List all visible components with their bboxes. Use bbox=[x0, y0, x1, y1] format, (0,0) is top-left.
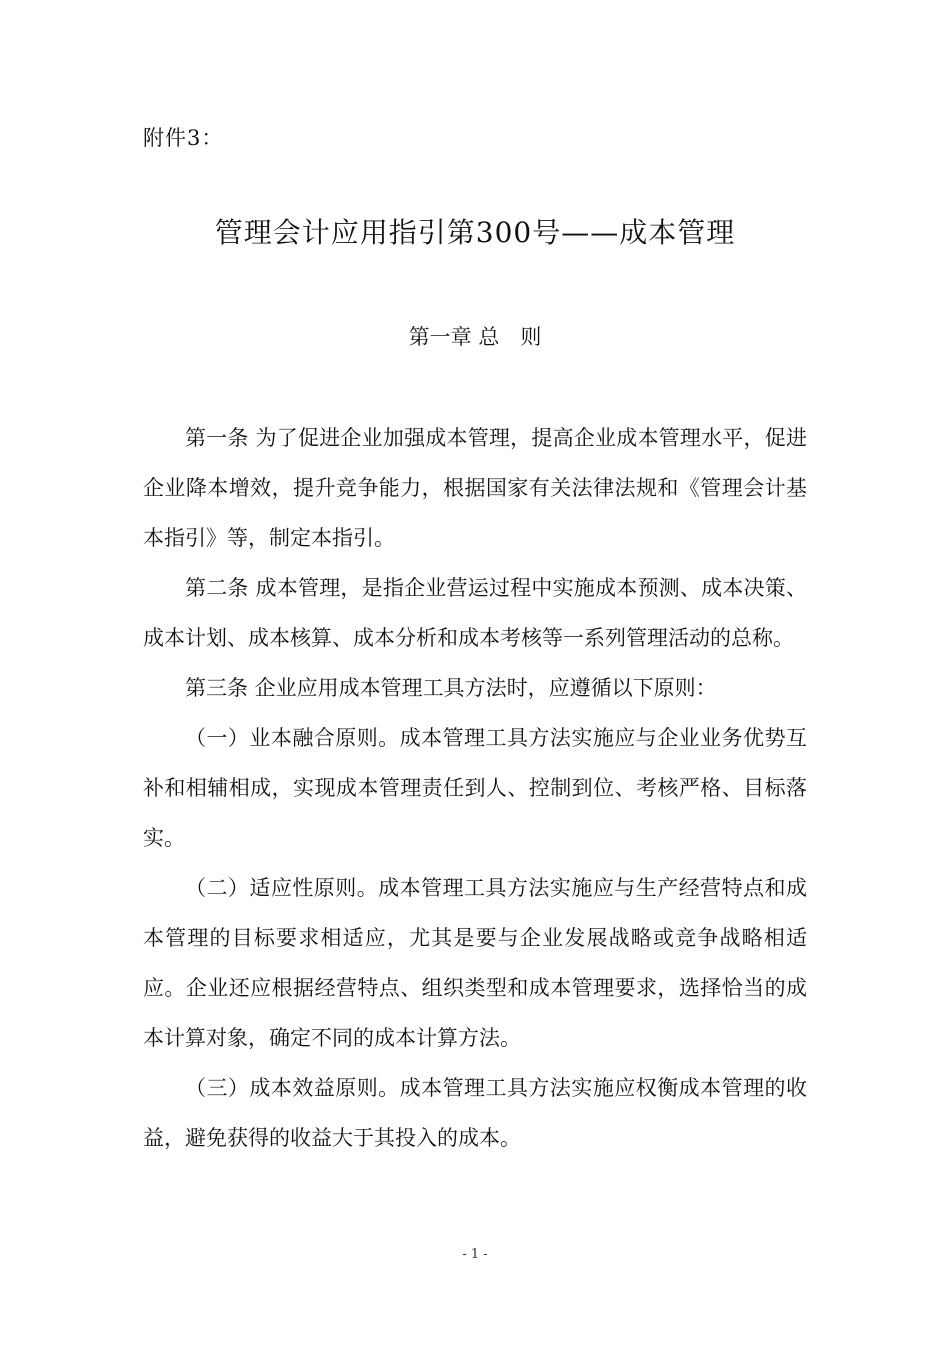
principle-3-paragraph: （三）成本效益原则。成本管理工具方法实施应权衡成本管理的收益，避免获得的收益大于其投入的成本。 bbox=[143, 1076, 807, 1150]
document-body bbox=[143, 413, 807, 1163]
document-title: 管理会计应用指引第300号——成本管理 bbox=[214, 216, 736, 249]
principle-2-paragraph: （二）适应性原则。成本管理工具方法实施应与生产经营特点和成本管理的目标要求相适应，尤其是要与企业发展战略或竞争战略相适应。企业还应根据经营特点、组织类型和成本管理要求，选择恰当的成本计算对象，确定不同的成本计算方法。 bbox=[143, 876, 807, 1050]
attachment-label: 附件3： bbox=[143, 126, 224, 150]
page-number: - 1 - bbox=[462, 1247, 488, 1262]
chapter-heading: 第一章 总 则 bbox=[408, 325, 542, 349]
article-1-paragraph: 第一条 为了促进企业加强成本管理，提高企业成本管理水平，促进企业降本增效，提升竞争能力，根据国家有关法律法规和《管理会计基本指引》等，制定本指引。 bbox=[143, 426, 807, 550]
article-2-paragraph: 第二条 成本管理，是指企业营运过程中实施成本预测、成本决策、成本计划、成本核算、成本分析和成本考核等一系列管理活动的总称。 bbox=[143, 576, 807, 650]
principle-1-paragraph: （一）业本融合原则。成本管理工具方法实施应与企业业务优势互补和相辅相成，实现成本管理责任到人、控制到位、考核严格、目标落实。 bbox=[143, 726, 807, 850]
article-3-paragraph: 第三条 企业应用成本管理工具方法时，应遵循以下原则： bbox=[185, 676, 717, 700]
